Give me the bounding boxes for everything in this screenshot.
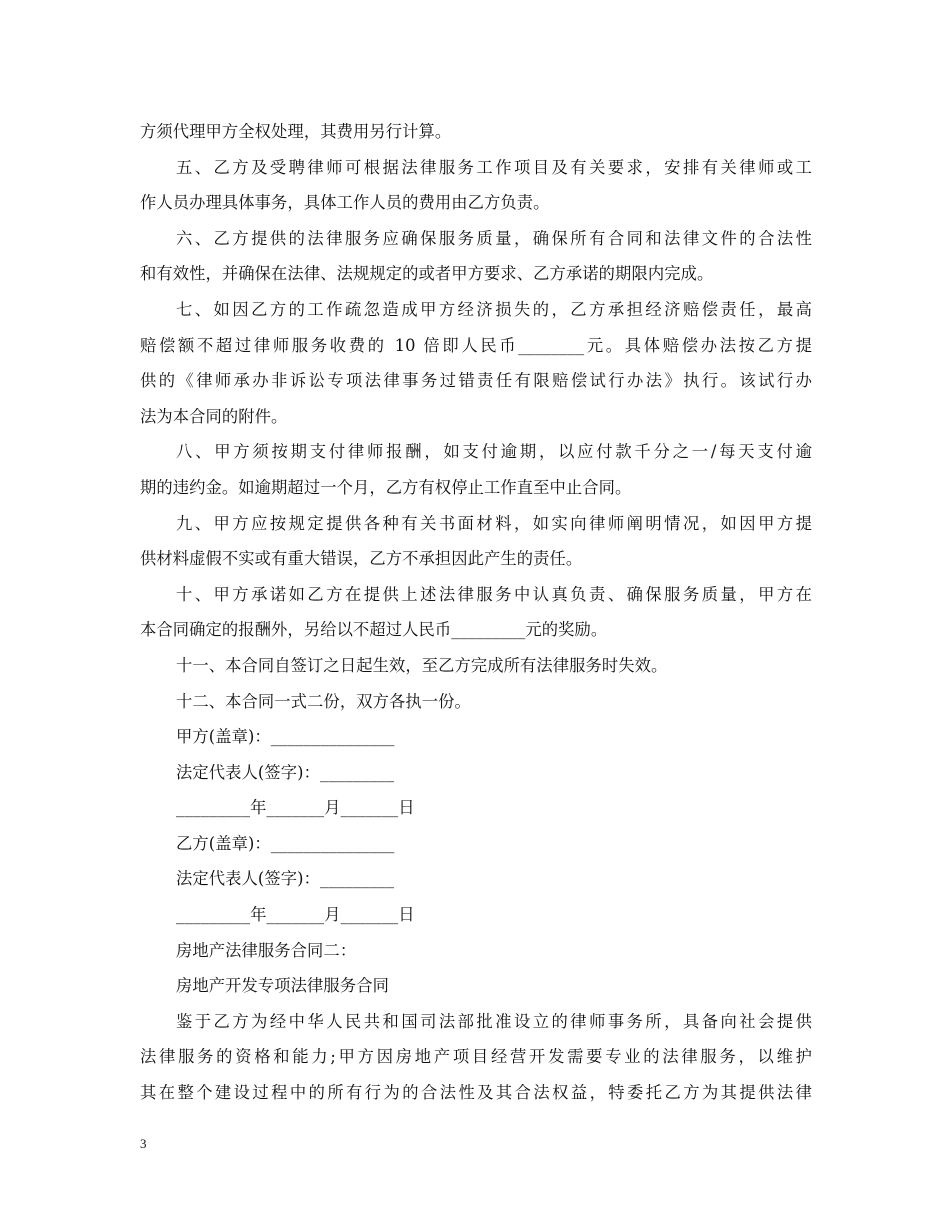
page-number: 3 [140, 1136, 147, 1151]
clause-5-line-1: 五、乙方及受聘律师可根据法律服务工作项目及有关要求，安排有关律师或工 [176, 157, 812, 177]
party-b-seal-field: 乙方(盖章)：_______________ [176, 833, 395, 853]
party-b-representative-field: 法定代表人(签字)：_________ [176, 869, 395, 889]
clause-5-line-2: 作人员办理具体事务，具体工作人员的费用由乙方负责。 [140, 193, 550, 213]
clause-8-line-1: 八、甲方须按期支付律师报酬，如支付逾期，以应付款千分之一/每天支付逾 [176, 442, 812, 462]
clause-12: 十二、本合同一式二份，双方各执一份。 [176, 691, 471, 711]
clause-10-line-2: 本合同确定的报酬外，另给以不超过人民币_________元的奖励。 [140, 620, 608, 640]
contract-two-heading: 房地产法律服务合同二： [176, 940, 357, 960]
recital-line-2: 法律服务的资格和能力;甲方因房地产项目经营开发需要专业的法律服务，以维护 [140, 1047, 812, 1067]
clause-11: 十一、本合同自签订之日起生效，至乙方完成所有法律服务时失效。 [176, 655, 668, 675]
recital-line-3: 其在整个建设过程中的所有行为的合法性及其合法权益，特委托乙方为其提供法律 [140, 1083, 812, 1103]
clause-7-line-1: 七、如因乙方的工作疏忽造成甲方经济损失的，乙方承担经济赔偿责任，最高 [176, 299, 812, 319]
contract-two-title: 房地产开发专项法律服务合同 [176, 976, 389, 996]
clause-9-line-2: 供材料虚假不实或有重大错误，乙方不承担因此产生的责任。 [140, 549, 583, 569]
party-a-date-field: _________年_______月_______日 [176, 798, 415, 818]
clause-6-line-2: 和有效性，并确保在法律、法规规定的或者甲方要求、乙方承诺的期限内完成。 [140, 264, 714, 284]
clause-7-line-4: 法为本合同的附件。 [140, 406, 288, 426]
party-a-representative-field: 法定代表人(签字)：_________ [176, 762, 395, 782]
clause-6-line-1: 六、乙方提供的法律服务应确保服务质量，确保所有合同和法律文件的合法性 [176, 228, 812, 248]
clause-9-line-1: 九、甲方应按规定提供各种有关书面材料，如实向律师阐明情况，如因甲方提 [176, 513, 812, 533]
party-b-date-field: _________年_______月_______日 [176, 905, 415, 925]
clause-8-line-2: 期的违约金。如逾期超过一个月，乙方有权停止工作直至中止合同。 [140, 477, 632, 497]
clause-10-line-1: 十、甲方承诺如乙方在提供上述法律服务中认真负责、确保服务质量，甲方在 [176, 584, 812, 604]
recital-line-1: 鉴于乙方为经中华人民共和国司法部批准设立的律师事务所，具备向社会提供 [176, 1011, 812, 1031]
clause-7-line-3: 供的《律师承办非诉讼专项法律事务过错责任有限赔偿试行办法》执行。该试行办 [140, 371, 812, 391]
clause-7-line-2: 赔偿额不超过律师服务收费的 10 倍即人民币________元。具体赔偿办法按乙方提 [140, 335, 812, 355]
party-a-seal-field: 甲方(盖章)：_______________ [176, 727, 395, 747]
document-body [140, 114, 812, 1111]
text-line: 方须代理甲方全权处理，其费用另行计算。 [140, 122, 452, 141]
